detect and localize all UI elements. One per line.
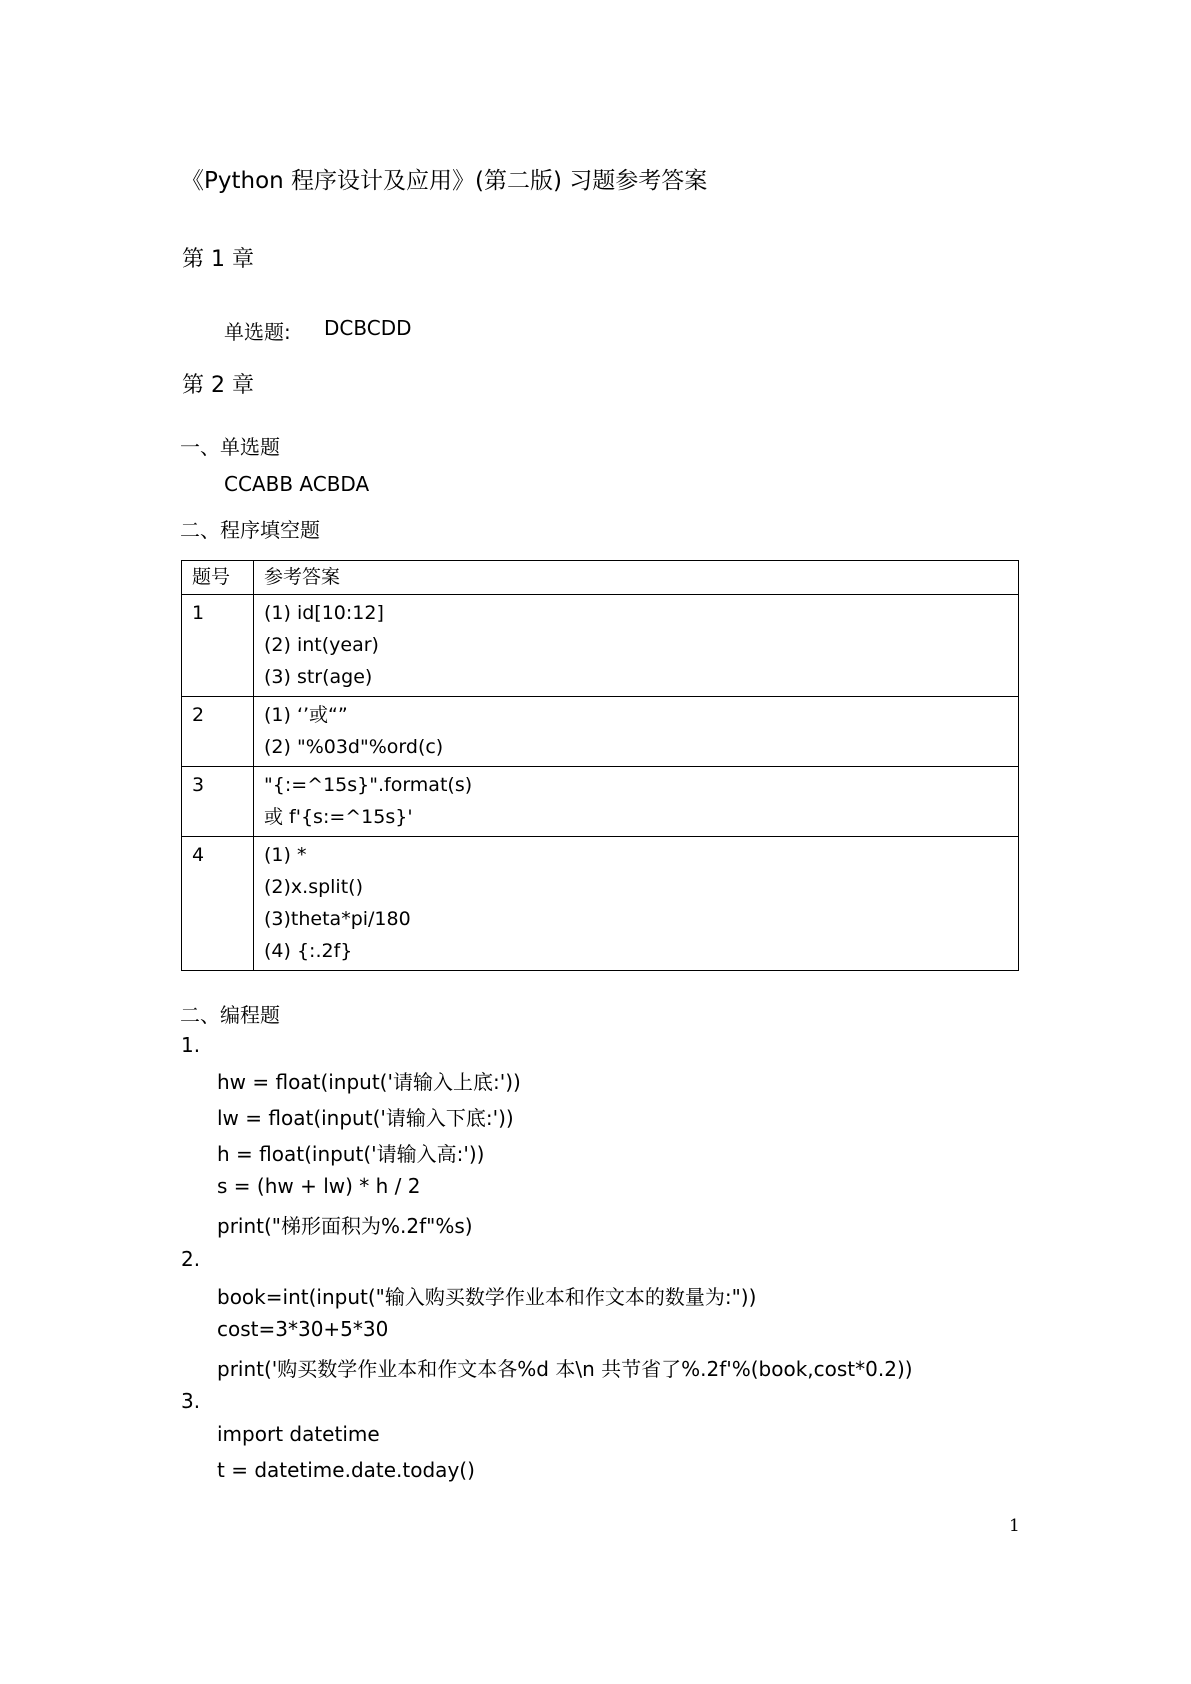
table-row: [182, 595, 1019, 697]
page-number: 1: [1009, 1516, 1020, 1536]
row-answers: [254, 837, 1019, 971]
row-number: 1: [182, 595, 254, 697]
table-header-row: [182, 561, 1019, 595]
row-number: 2: [182, 697, 254, 767]
answer-line: (2)x.split(): [264, 876, 363, 898]
chapter-1-mc-label: 单选题:: [224, 320, 291, 344]
section-mc-heading: 一、单选题: [180, 435, 280, 459]
document-title: 《Python 程序设计及应用》(第二版) 习题参考答案: [181, 168, 708, 194]
section-mc-answer: CCABB ACBDA: [224, 472, 370, 496]
table-row: [182, 767, 1019, 837]
problem-number: 3.: [181, 1389, 201, 1413]
code-line: h = float(input('请输入高:')): [217, 1142, 485, 1166]
answer-line: (3)theta*pi/180: [264, 908, 411, 930]
row-answers: [254, 697, 1019, 767]
code-line: lw = float(input('请输入下底:')): [217, 1106, 514, 1130]
answer-line: "{:=^15s}".format(s): [264, 774, 473, 796]
answer-line: (2) int(year): [264, 634, 379, 656]
code-line: book=int(input("输入购买数学作业本和作文本的数量为:")): [217, 1285, 757, 1309]
chapter-1-heading: 第 1 章: [182, 247, 254, 272]
code-line: hw = float(input('请输入上底:')): [217, 1070, 521, 1094]
section-programming-heading: 二、编程题: [180, 1003, 280, 1027]
section-fill-heading: 二、程序填空题: [180, 518, 320, 542]
row-number: 4: [182, 837, 254, 971]
header-number: 题号: [182, 561, 254, 595]
answer-line: (4) {:.2f}: [264, 940, 353, 962]
answer-line: 或 f'{s:=^15s}': [264, 806, 413, 828]
row-answers: [254, 595, 1019, 697]
row-answers: [254, 767, 1019, 837]
chapter-1-mc-answer: DCBCDD: [324, 316, 412, 340]
answer-table: [181, 560, 1019, 971]
table-row: [182, 697, 1019, 767]
answer-line: (3) str(age): [264, 666, 373, 688]
chapter-2-heading: 第 2 章: [182, 373, 254, 398]
code-line: s = (hw + lw) * h / 2: [217, 1174, 421, 1198]
header-answer: 参考答案: [254, 561, 1019, 595]
table-row: [182, 837, 1019, 971]
code-line: import datetime: [217, 1422, 380, 1446]
code-line: print("梯形面积为%.2f"%s): [217, 1214, 473, 1238]
code-line: t = datetime.date.today(): [217, 1458, 475, 1482]
row-number: 3: [182, 767, 254, 837]
problem-number: 2.: [181, 1247, 201, 1271]
problem-number: 1.: [181, 1033, 201, 1057]
answer-line: (1) *: [264, 844, 307, 866]
answer-line: (1) id[10:12]: [264, 602, 384, 624]
answer-line: (2) "%03d"%ord(c): [264, 736, 444, 758]
code-line: cost=3*30+5*30: [217, 1317, 389, 1341]
answer-line: (1) ‘’或“”: [264, 704, 348, 726]
code-line: print('购买数学作业本和作文本各%d 本\n 共节省了%.2f'%(book,cost*0.2)): [217, 1357, 913, 1381]
